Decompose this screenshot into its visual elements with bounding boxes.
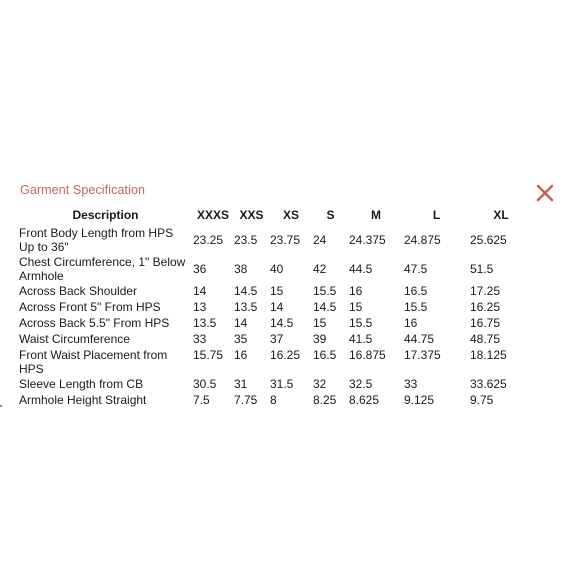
cell-value: 7.5 <box>193 393 210 407</box>
cell-value: 16.25 <box>270 348 301 362</box>
cell-value: 14.5 <box>270 316 294 330</box>
cell-value: 38 <box>234 261 248 276</box>
cell-value: 18.125 <box>470 348 507 362</box>
cell-value: 47.5 <box>404 261 428 276</box>
cell-value: 30.5 <box>193 377 217 391</box>
cell-value: 16.75 <box>470 316 501 330</box>
cell-value: 31.5 <box>270 377 294 391</box>
cell-value: 42 <box>313 261 327 276</box>
cell-value: 39 <box>313 332 327 346</box>
cell-value: 17.375 <box>404 348 441 362</box>
row-label: Front Waist Placement from HPS <box>19 348 168 376</box>
cell-value: 13.5 <box>234 300 258 314</box>
cell-value: 32 <box>313 377 327 391</box>
cell-value: 15.5 <box>404 300 428 314</box>
cell-value: 15 <box>313 316 327 330</box>
column-header-xxs: XXS <box>239 208 264 222</box>
cell-value: 15.75 <box>193 348 224 362</box>
column-header-xxxs: XXXS <box>196 208 229 222</box>
table-row <box>18 347 532 376</box>
column-header-description: Description <box>72 208 139 222</box>
cell-value: 35 <box>234 332 248 346</box>
cell-value: 14.5 <box>234 284 258 298</box>
cell-value: 33 <box>404 377 418 391</box>
cell-value: 37 <box>270 332 284 346</box>
cell-value: 23.75 <box>270 232 301 247</box>
cell-value: 7.75 <box>234 393 258 407</box>
cell-value: 9.125 <box>404 393 435 407</box>
cell-value: 15 <box>270 284 284 298</box>
cell-value: 13 <box>193 300 207 314</box>
row-label: Waist Circumference <box>19 332 130 346</box>
close-icon[interactable] <box>534 182 556 204</box>
table-row <box>18 299 532 315</box>
row-label: Armhole Height Straight <box>19 393 147 407</box>
cell-value: 16 <box>404 316 418 330</box>
cell-value: 16 <box>349 284 363 298</box>
cell-value: 48.75 <box>470 332 501 346</box>
row-label: Across Front 5" From HPS <box>19 300 161 314</box>
cell-value: 36 <box>193 261 207 276</box>
cell-value: 41.5 <box>349 332 373 346</box>
cell-value: 44.75 <box>404 332 435 346</box>
cell-value: 15 <box>349 300 363 314</box>
cell-value: 23.25 <box>193 232 224 247</box>
spec-table <box>18 207 532 408</box>
table-header-row <box>18 207 532 225</box>
column-header-s: S <box>326 208 335 222</box>
column-header-m: M <box>371 208 381 222</box>
row-label: Across Back 5.5" From HPS <box>19 316 170 330</box>
cell-value: 33.625 <box>470 377 507 391</box>
cell-value: 15.5 <box>349 316 373 330</box>
cell-value: 23.5 <box>234 232 258 247</box>
column-header-xl: XL <box>493 208 509 222</box>
cell-value: 32.5 <box>349 377 373 391</box>
cell-value: 31 <box>234 377 248 391</box>
cell-value: 13.5 <box>193 316 217 330</box>
row-label: Front Body Length from HPS Up to 36" <box>19 226 174 254</box>
edge-mark <box>0 405 2 407</box>
cell-value: 17.25 <box>470 284 501 298</box>
cell-value: 24.375 <box>349 232 386 247</box>
cell-value: 16 <box>234 348 248 362</box>
cell-value: 24 <box>313 232 327 247</box>
cell-value: 9.75 <box>470 393 494 407</box>
table-row <box>18 225 532 254</box>
table-row <box>18 315 532 331</box>
cell-value: 33 <box>193 332 207 346</box>
column-header-l: L <box>432 208 441 222</box>
table-row <box>18 392 532 408</box>
column-header-xs: XS <box>282 208 299 222</box>
cell-value: 16.5 <box>313 348 337 362</box>
cell-value: 8 <box>270 393 277 407</box>
row-label: Across Back Shoulder <box>19 284 138 298</box>
cell-value: 25.625 <box>470 232 507 247</box>
table-row <box>18 283 532 299</box>
cell-value: 24.875 <box>404 232 441 247</box>
cell-value: 15.5 <box>313 284 337 298</box>
cell-value: 16.25 <box>470 300 501 314</box>
row-label: Chest Circumference, 1" Below Armhole <box>19 255 186 283</box>
cell-value: 14 <box>234 316 248 330</box>
row-label: Sleeve Length from CB <box>19 377 144 391</box>
cell-value: 14.5 <box>313 300 337 314</box>
table-row <box>18 376 532 392</box>
cell-value: 14 <box>270 300 284 314</box>
table-row <box>18 331 532 347</box>
cell-value: 14 <box>193 284 207 298</box>
cell-value: 44.5 <box>349 261 373 276</box>
cell-value: 8.25 <box>313 393 337 407</box>
panel-title: Garment Specification <box>20 183 146 197</box>
cell-value: 51.5 <box>470 261 494 276</box>
cell-value: 16.5 <box>404 284 428 298</box>
cell-value: 8.625 <box>349 393 380 407</box>
cell-value: 40 <box>270 261 284 276</box>
cell-value: 16.875 <box>349 348 386 362</box>
table-row <box>18 254 532 283</box>
